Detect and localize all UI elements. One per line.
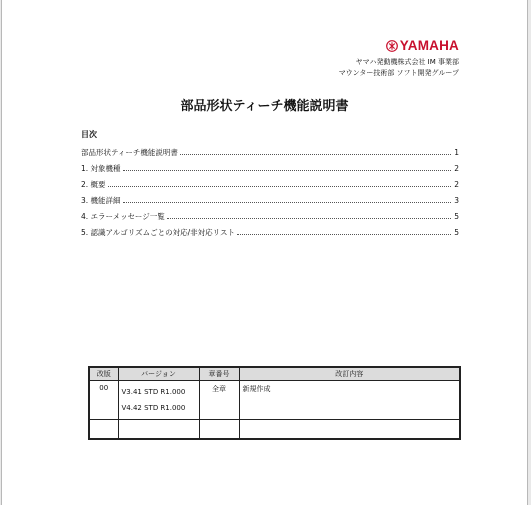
tuning-fork-emblem-icon: [386, 40, 398, 52]
cell-empty: [199, 420, 239, 440]
toc-item-label: 5. 認識アルゴリズムごとの対応/非対応リスト: [81, 228, 235, 237]
toc-item-page: 2: [454, 180, 459, 189]
document-page: [1, 0, 528, 505]
toc-item-page: 2: [454, 164, 459, 173]
brand-name: YAMAHA: [399, 38, 459, 53]
toc-leader-dots: [123, 196, 451, 203]
toc-leader-dots: [237, 228, 451, 235]
table-row: [89, 420, 460, 440]
column-header-content: 改訂内容: [239, 367, 460, 381]
company-name: ヤマハ発動機株式会社 IM 事業部: [355, 58, 459, 66]
cell-chapter: 全章: [199, 381, 239, 420]
toc-leader-dots: [123, 164, 451, 171]
department-name: マウンター技術部 ソフト開発グループ: [338, 69, 459, 77]
toc-item-page: 3: [454, 196, 459, 205]
toc-item[interactable]: [81, 147, 459, 163]
toc-item-label: 2. 概要: [81, 180, 106, 189]
cell-version: [118, 381, 199, 420]
toc-leader-dots: [180, 148, 451, 155]
toc-leader-dots: [108, 180, 451, 187]
toc-item[interactable]: [81, 227, 459, 243]
revision-history-table: [88, 366, 461, 440]
toc-item[interactable]: [81, 195, 459, 211]
toc-heading: 目次: [81, 130, 97, 139]
yamaha-logo: [386, 38, 459, 53]
toc-item-label: 1. 対象機種: [81, 164, 121, 173]
version-line: V4.42 STD R1.000: [121, 404, 186, 412]
toc-item[interactable]: [81, 179, 459, 195]
cell-empty: [89, 420, 118, 440]
toc-item-page: 5: [454, 228, 459, 237]
column-header-revision: 改版: [89, 367, 118, 381]
toc-item-label: 4. エラーメッセージ一覧: [81, 212, 165, 221]
toc-item-page: 1: [454, 148, 459, 157]
table-of-contents: [81, 147, 459, 243]
toc-leader-dots: [167, 212, 451, 219]
table-header-row: [89, 367, 460, 381]
toc-item[interactable]: [81, 211, 459, 227]
column-header-version: バージョン: [118, 367, 199, 381]
toc-item-label: 3. 機能詳細: [81, 196, 121, 205]
cell-empty: [118, 420, 199, 440]
cell-revision: 00: [89, 381, 118, 420]
document-title: 部品形状ティーチ機能説明書: [180, 99, 349, 114]
version-line: V3.41 STD R1.000: [121, 388, 186, 396]
toc-item-label: 部品形状ティーチ機能説明書: [81, 148, 178, 157]
cell-empty: [239, 420, 460, 440]
toc-item[interactable]: [81, 163, 459, 179]
table-row: [89, 381, 460, 420]
column-header-chapter: 章番号: [199, 367, 239, 381]
toc-item-page: 5: [454, 212, 459, 221]
cell-content: 新規作成: [239, 381, 460, 420]
